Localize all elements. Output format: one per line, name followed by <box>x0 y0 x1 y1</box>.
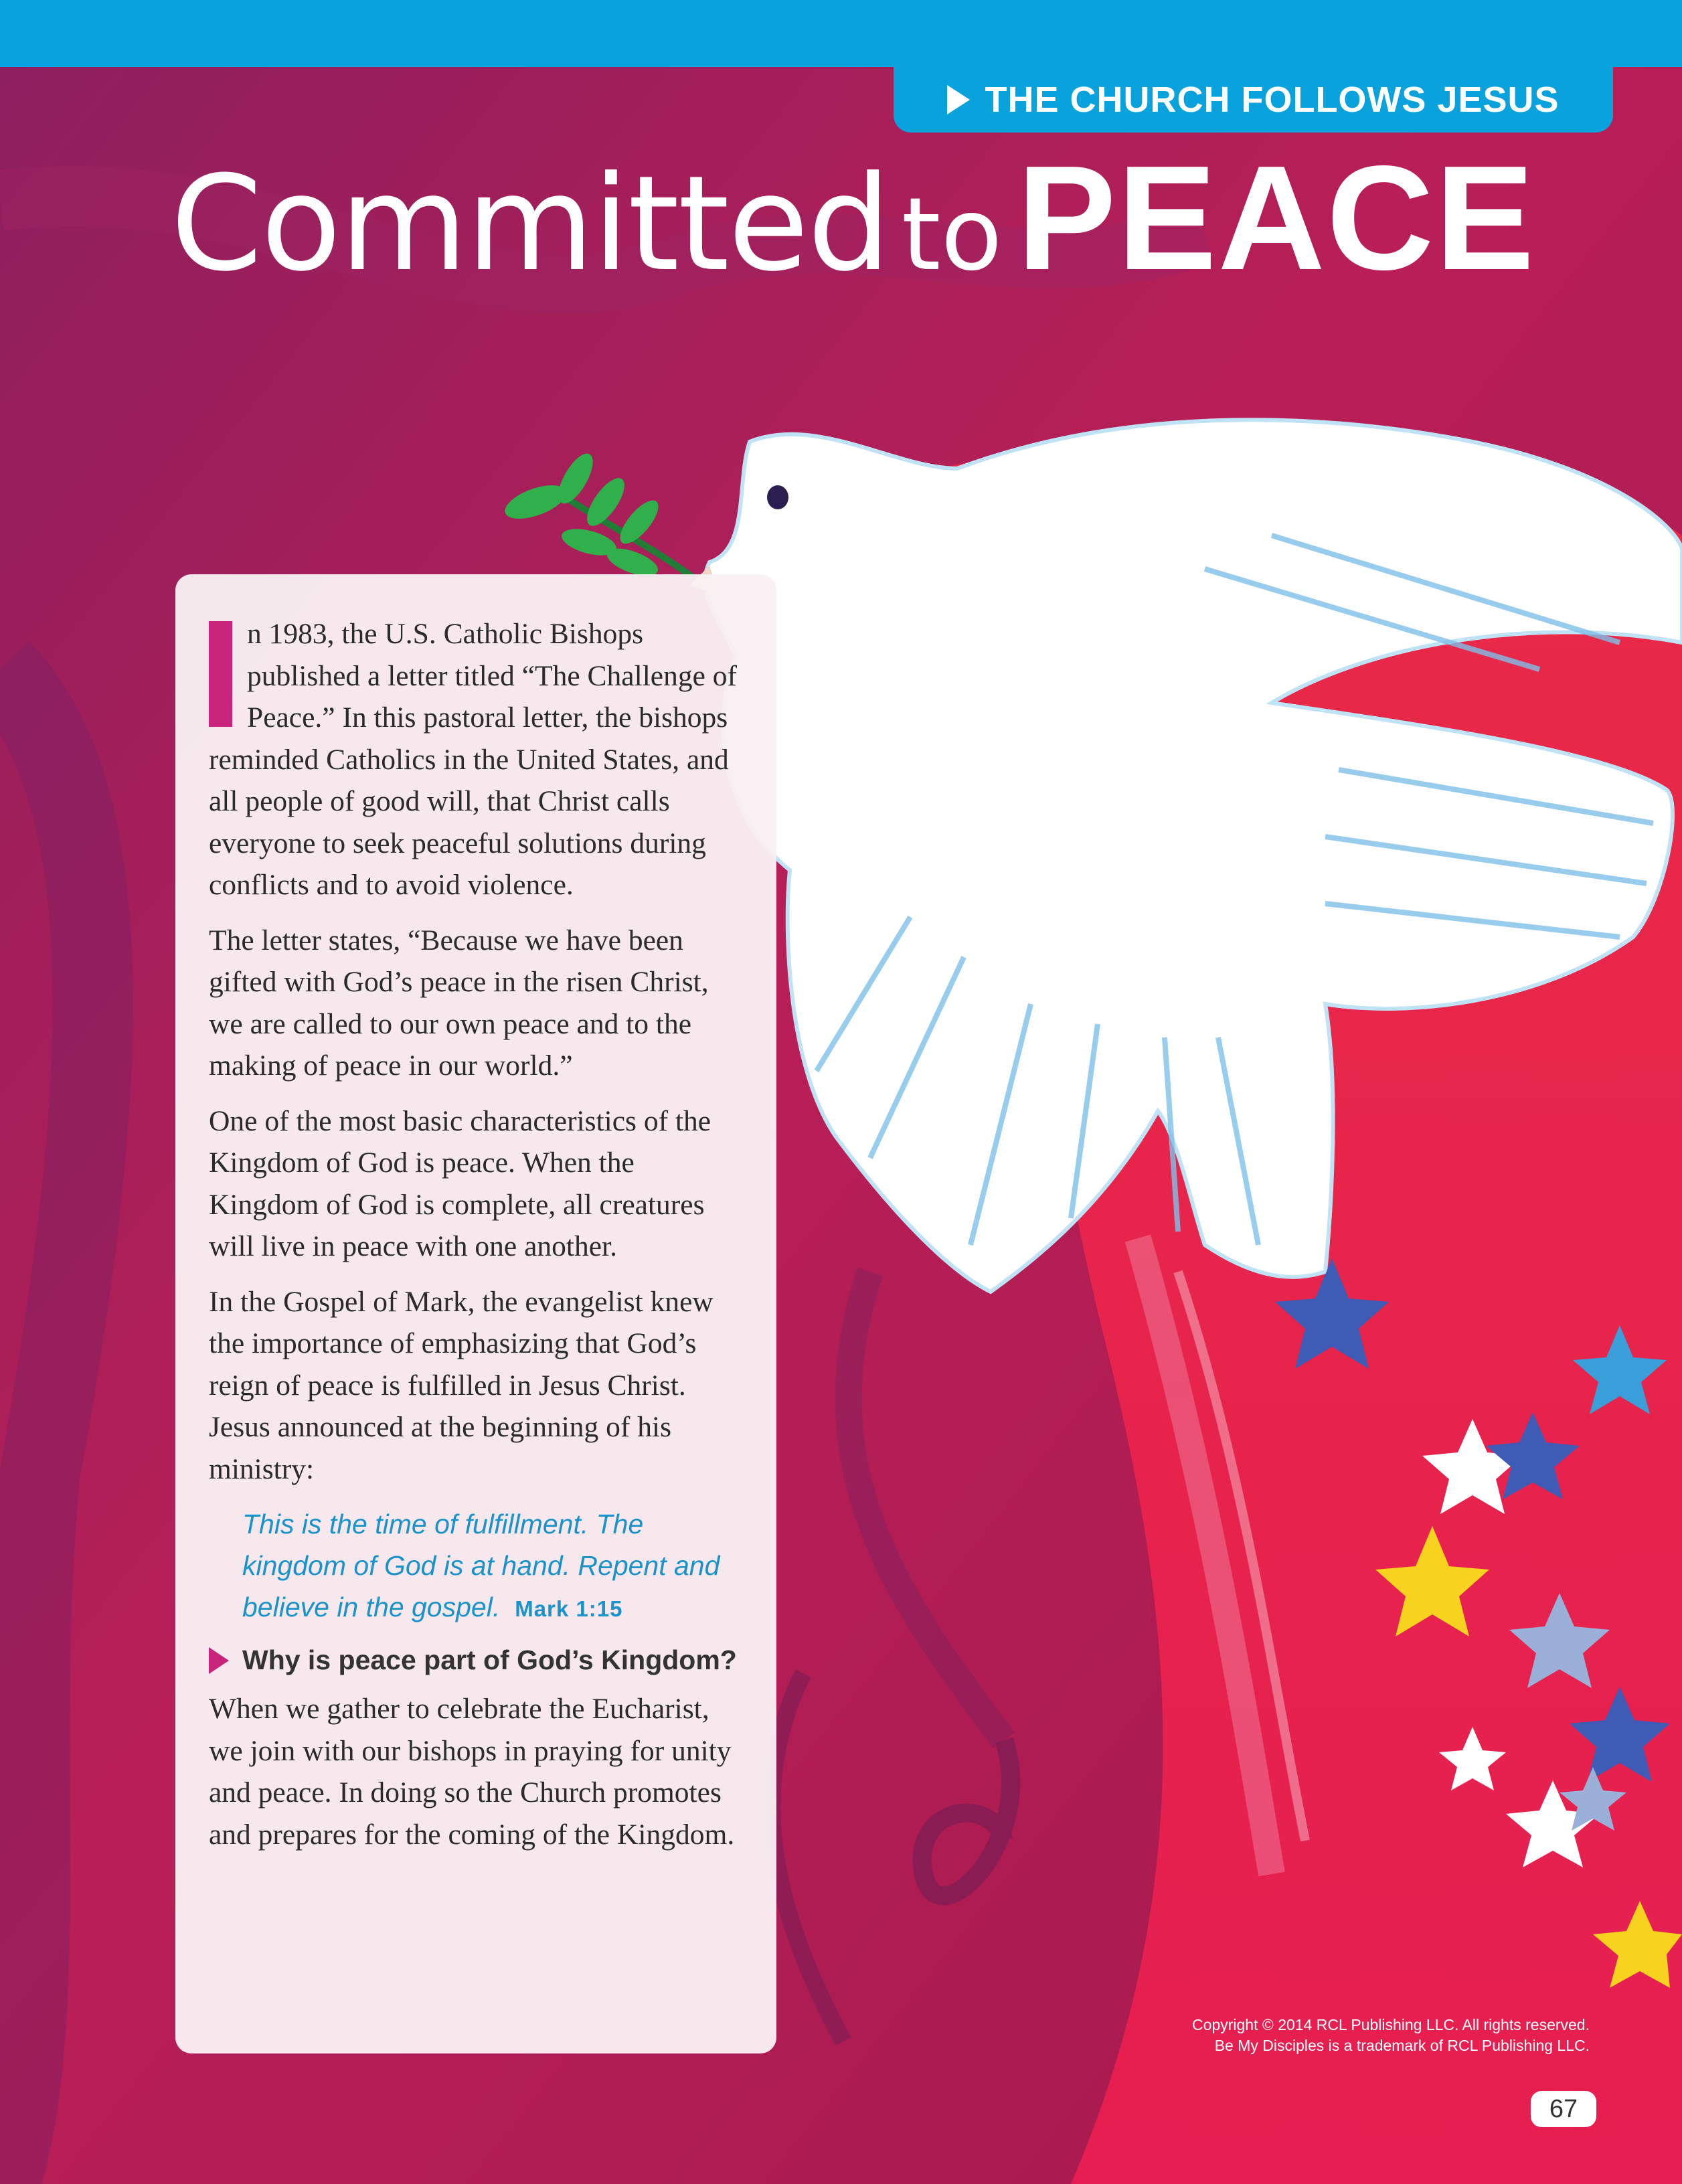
article-panel <box>175 574 776 2053</box>
question-text: Why is peace part of God’s Kingdom? <box>242 1645 737 1675</box>
section-banner <box>894 67 1613 133</box>
copyright-line-2: Be My Disciples is a trademark of RCL Publishing LLC. <box>1214 2037 1590 2054</box>
top-color-band <box>0 0 1682 67</box>
paragraph-5: When we gather to celebrate the Eucharist, we join with our bishops in praying for unity and peace. In doing so the Church promotes and prepares for the coming of the Kingdom. <box>209 1693 735 1851</box>
copyright-line-1: Copyright © 2014 RCL Publishing LLC. All rights reserved. <box>1192 2016 1590 2033</box>
page-title <box>171 135 1610 301</box>
page-number: 67 <box>1531 2091 1596 2127</box>
section-label: THE CHURCH FOLLOWS JESUS <box>985 80 1560 120</box>
scripture-quote <box>242 1503 743 1630</box>
copyright-notice <box>1192 2015 1590 2056</box>
quote-citation: Mark 1:15 <box>515 1596 623 1621</box>
title-peace: PEACE <box>1017 135 1536 301</box>
title-committed: Committed <box>171 148 890 301</box>
title-to: to <box>901 177 1003 293</box>
play-arrow-icon <box>947 85 970 114</box>
dropcap-bar <box>209 621 232 727</box>
paragraph-3: One of the most basic characteristics of the Kingdom of God is peace. When the Kingdom of God is complete, all creatures will live in peace with one another. <box>209 1104 711 1262</box>
discussion-question <box>209 1645 743 1676</box>
play-arrow-icon <box>209 1647 229 1674</box>
first-paragraph-block <box>209 613 743 906</box>
paragraph-2: The letter states, “Because we have been gifted with God’s peace in the risen Christ, we are called to our own peace and to the making of peace in our world.” <box>209 924 709 1082</box>
paragraph-4: In the Gospel of Mark, the evangelist knew the importance of emphasizing that God’s reign of peace is fulfilled in Jesus Christ. Jesus announced at the beginning of his ministry: <box>209 1285 713 1485</box>
paragraph-1: n 1983, the U.S. Catholic Bishops published a letter titled “The Challenge of Peace.” In this pastoral letter, the bishops reminded Catholics in the United States, and all people of good will, that Christ calls everyone to seek peaceful solutions during conflicts and to avoid violence. <box>209 618 738 901</box>
quote-text: This is the time of fulfillment. The kingdom of God is at hand. Repent and believe in the gospel. <box>242 1509 720 1622</box>
